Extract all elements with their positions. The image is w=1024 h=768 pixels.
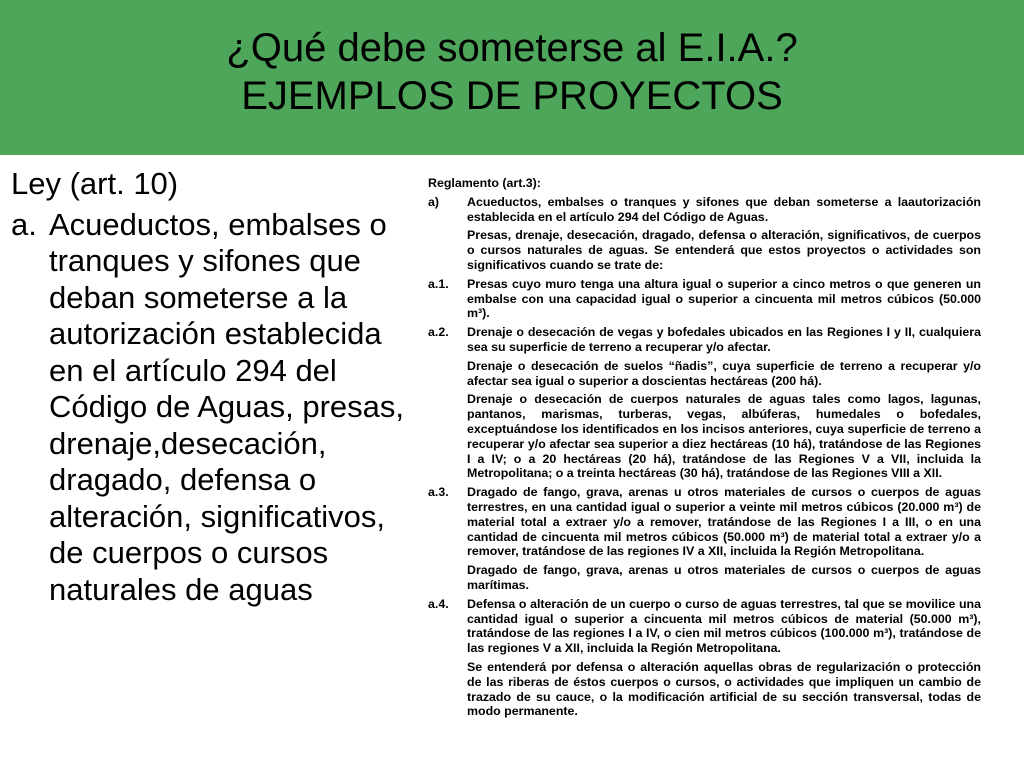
item-text: Drenaje o desecación de cuerpos naturales de aguas tales como lagos, lagunas, pantanos, marismas, turberas, vegas, albúferas, humedales o bofedales, exceptuándose los identificados en los incisos anteriores, cuya superficie de terreno a recuperar y/o afectar sea superior a diez hectáreas (10 há), tratándose de las Regiones I a IV; o a 20 hectáreas (20 há), tratándose de las Regiones V a VII, incluida la Metropolitana; o a treinta hectáreas (30 há), tratándose de las Regiones VIII a XII. <box>467 392 981 481</box>
item-text: Presas cuyo muro tenga una altura igual o superior a cinco metros o que generen un embalse con una capacidad igual o superior a cincuenta mil metros cúbicos (50.000 m³). <box>467 276 981 321</box>
ley-heading: Ley (art. 10) <box>11 166 179 201</box>
item-marker <box>428 660 467 719</box>
item-marker: a.4. <box>428 596 449 611</box>
item-text: Se entenderá por defensa o alteración aquellas obras de regularización o protección de las riberas de éstos cuerpos o cursos, o actividades que impliquen un cambio de trazado de su cauce, o la modificación artificial de su sección transversal, todas de modo permanente. <box>467 659 981 719</box>
left-column-ley <box>11 166 421 608</box>
item-marker: a) <box>428 194 440 209</box>
reglamento-item <box>428 195 981 225</box>
reglamento-item <box>428 563 981 593</box>
item-marker: a.3. <box>428 485 449 500</box>
reglamento-item <box>428 660 981 719</box>
ley-item-text: Acueductos, embalses o tranques y sifones que deban someterse a la autorización establecida en el artículo 294 del Código de Aguas, presas, drenaje,desecación, dragado, defensa o alteración, significativos, de cuerpos o cursos naturales de aguas <box>49 206 405 607</box>
ley-item-marker: a. <box>11 206 37 242</box>
item-text: Dragado de fango, grava, arenas u otros materiales de cursos o cuerpos de aguas marítimas. <box>467 563 981 592</box>
reglamento-item <box>428 597 981 656</box>
reglamento-item <box>428 392 981 481</box>
item-marker <box>428 392 467 481</box>
reglamento-item <box>428 359 981 389</box>
ley-item-a <box>11 207 421 609</box>
item-text: Presas, drenaje, desecación, dragado, defensa o alteración, significativos, de cuerpos o cursos naturales de aguas. Se entenderá que estos proyectos o actividades son significativos cuando se trate de: <box>467 228 981 272</box>
slide-title-line-1: ¿Qué debe someterse al E.I.A.? <box>226 26 798 70</box>
reglamento-item <box>428 485 981 559</box>
reglamento-item <box>428 277 981 321</box>
item-text: Drenaje o desecación de vegas y bofedales ubicados en las Regiones I y II, cualquiera sea su superficie de terreno a recuperar y/o afectar. <box>467 325 981 354</box>
reglamento-heading: Reglamento (art.3): <box>428 176 541 190</box>
item-marker: a.2. <box>428 325 449 340</box>
right-column-reglamento <box>428 176 981 768</box>
slide-title-line-2: EJEMPLOS DE PROYECTOS <box>241 74 783 118</box>
item-marker <box>428 563 467 593</box>
item-text: Acueductos, embalses o tranques y sifones que deban someterse a laautorización establecida en el artículo 294 del Código de Aguas. <box>467 194 981 224</box>
slide-title <box>0 24 1024 120</box>
item-text: Drenaje o desecación de suelos “ñadis”, cuya superficie de terreno a recuperar y/o afectar sea igual o superior a doscientas hectáreas (200 há). <box>467 358 981 388</box>
item-marker <box>428 359 467 389</box>
item-marker <box>428 228 467 272</box>
item-text: Defensa o alteración de un cuerpo o curso de aguas terrestres, tal que se movilice una cantidad igual o superior a cincuenta mil metros cúbicos de material (50.000 m³), tratándose de las regiones I a IV, o cien mil metros cúbicos (100.000 m³), tratándose de las regiones V a XII, incluida la Región Metropolitana. <box>467 596 981 656</box>
item-marker: a.1. <box>428 276 449 291</box>
item-text: Dragado de fango, grava, arenas u otros materiales de cursos o cuerpos de aguas terrestres, en una cantidad igual o superior a veinte mil metros cúbicos (20.000 m³) de material total a extraer y/o a remover, tratándose de las Regiones I a III, o en una cantidad de cincuenta mil metros cúbicos (50.000 m³) de material total a extraer y/o a remover, tratándose de las regiones IV a XII, incluida la Región Metropolitana. <box>467 485 981 559</box>
reglamento-item <box>428 325 981 355</box>
reglamento-item <box>428 228 981 272</box>
